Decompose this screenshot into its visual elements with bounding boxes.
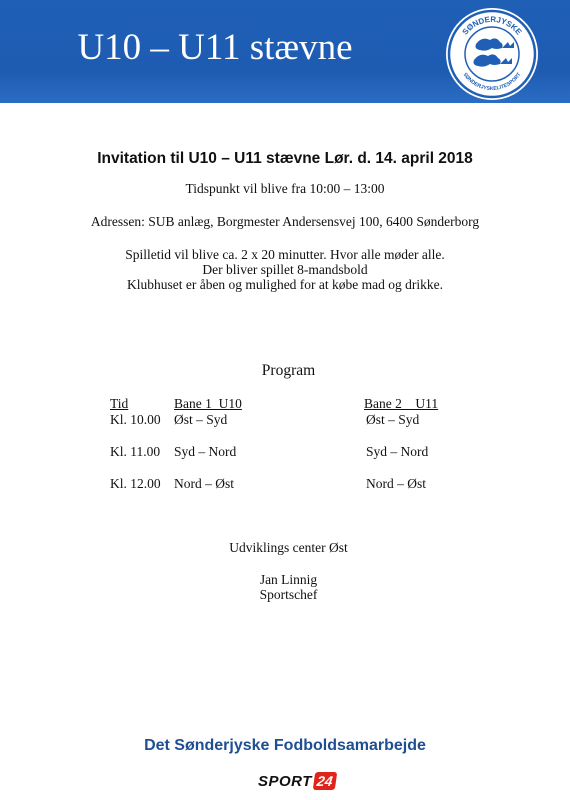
footer-organization: Det Sønderjyske Fodboldsamarbejde xyxy=(144,737,426,754)
program-title: Program xyxy=(261,362,316,379)
header-time: Tid xyxy=(110,396,129,411)
header-pitch-2: Bane 2 U11 xyxy=(364,396,439,411)
row-3-pitch-2: Nord – Øst xyxy=(366,476,426,491)
signature-role: Sportschef xyxy=(259,587,318,602)
header-banner xyxy=(0,0,570,103)
address-line: Adressen: SUB anlæg, Borgmester Andersensvej 100, 6400 Sønderborg xyxy=(90,214,480,229)
invitation-heading: Invitation til U10 – U11 stævne Lør. d. 14. april 2018 xyxy=(97,150,473,167)
sponsor-logo xyxy=(258,770,335,792)
row-1-time: Kl. 10.00 xyxy=(110,412,161,427)
page-title: U10 – U11 stævne xyxy=(77,27,353,68)
row-2-pitch-2: Syd – Nord xyxy=(366,444,429,459)
logo-text-top: SØNDERJYSKE xyxy=(460,14,524,37)
header-pitch-1: Bane 1 U10 xyxy=(174,396,242,411)
row-3-pitch-1: Nord – Øst xyxy=(174,476,234,491)
sponsor-logo-number: 24 xyxy=(313,772,337,790)
sponsor-logo-text: SPORT xyxy=(258,772,312,790)
time-line: Tidspunkt vil blive fra 10:00 – 13:00 xyxy=(185,181,385,196)
info-line-playtime: Spilletid vil blive ca. 2 x 20 minutter. Hvor alle møder alle. xyxy=(125,247,445,262)
row-1-pitch-1: Øst – Syd xyxy=(174,412,228,427)
info-line-format: Der bliver spillet 8-mandsbold xyxy=(202,262,368,277)
signature-name: Jan Linnig xyxy=(259,572,318,587)
info-line-clubhouse: Klubhuset er åben og mulighed for at købe mad og drikke. xyxy=(126,277,444,292)
logo-text-bottom: SØNDERJYSKELITESPORT xyxy=(461,71,523,93)
row-1-pitch-2: Øst – Syd xyxy=(366,412,420,427)
row-2-time: Kl. 11.00 xyxy=(110,444,161,459)
row-2-pitch-1: Syd – Nord xyxy=(174,444,237,459)
signature-org: Udviklings center Øst xyxy=(229,540,348,555)
logo-graphic xyxy=(446,8,538,100)
lion-crest-logo xyxy=(446,8,538,100)
row-3-time: Kl. 12.00 xyxy=(110,476,161,491)
